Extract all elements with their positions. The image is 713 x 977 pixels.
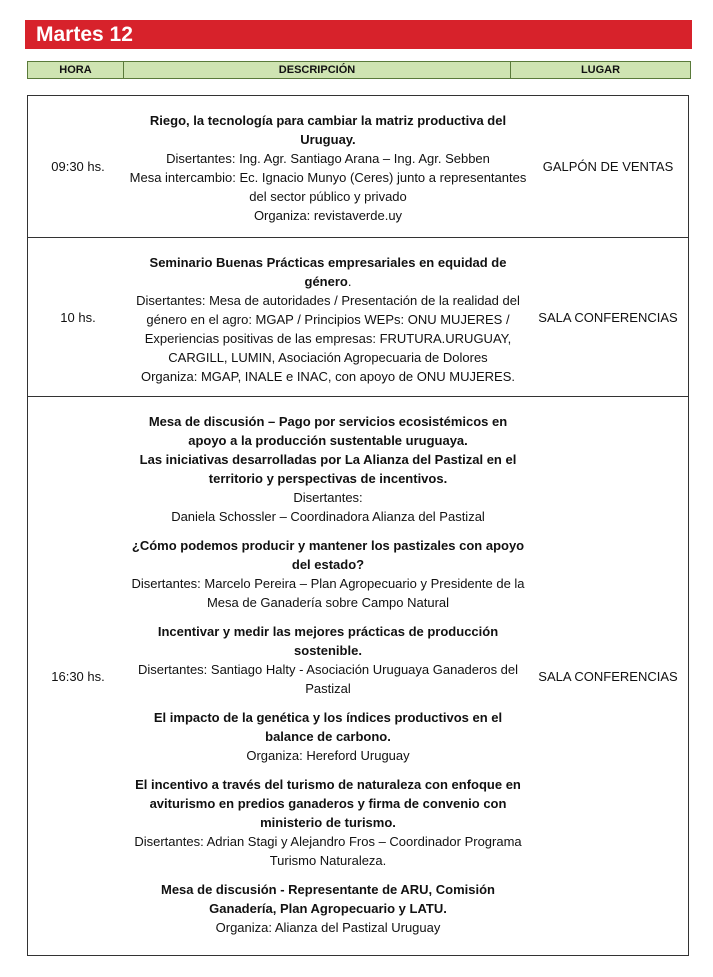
day-banner	[25, 20, 692, 49]
event-block	[128, 412, 528, 526]
event-line: Disertantes: Santiago Halty - Asociación Uruguaya Ganaderos del Pastizal	[137, 662, 519, 696]
event-title: ¿Cómo podemos producir y mantener los pastizales con apoyo del estado?	[131, 538, 525, 572]
row-time: 16:30 hs.	[51, 668, 105, 684]
event-title: Incentivar y medir las mejores prácticas de producción sostenible.	[157, 624, 499, 658]
event-block	[128, 775, 528, 870]
event-line: Disertantes: Ing. Agr. Santiago Arana – Ing. Agr. Sebben	[166, 151, 490, 166]
schedule-row	[28, 96, 688, 238]
event-line: Mesa intercambio: Ec. Ignacio Munyo (Ceres) junto a representantes del sector público y privado	[129, 170, 527, 204]
event-title-suffix: .	[347, 274, 352, 289]
event-line: Organiza: Hereford Uruguay	[246, 748, 410, 763]
schedule-row	[28, 397, 688, 955]
row-place: SALA CONFERENCIAS	[538, 668, 678, 684]
event-line: Organiza: revistaverde.uy	[253, 208, 403, 223]
day-title: Martes 12	[36, 23, 133, 46]
event-line: Organiza: MGAP, INALE e INAC, con apoyo de ONU MUJERES.	[140, 369, 516, 384]
row-place: GALPÓN DE VENTAS	[542, 159, 674, 174]
event-title: Riego, la tecnología para cambiar la matriz productiva del Uruguay.	[149, 113, 507, 147]
event-title: Mesa de discusión - Representante de ARU, Comisión Ganadería, Plan Agropecuario y LATU.	[161, 882, 495, 916]
row-description	[128, 238, 528, 396]
event-subtitle: Las iniciativas desarrolladas por La Alianza del Pastizal en el territorio y perspectivas de incentivos.	[139, 452, 517, 486]
table-header	[27, 61, 691, 79]
row-description	[128, 96, 528, 237]
event-line: Daniela Schossler – Coordinadora Alianza del Pastizal	[171, 509, 485, 524]
event-line: Disertantes: Mesa de autoridades / Presentación de la realidad del género en el agro: MGAP / Principios WEPs: ONU MUJERES / Experiencias positivas de las empresas: FRUTURA.URUGUAY, CARGILL, LUMIN, Asociación Agropecuaria de Dolores	[136, 293, 520, 365]
header-lugar: LUGAR	[580, 64, 621, 76]
event-block	[128, 880, 528, 937]
row-time: 09:30 hs.	[51, 159, 105, 174]
event-line: Disertantes: Marcelo Pereira – Plan Agropecuario y Presidente de la Mesa de Ganadería sobre Campo Natural	[131, 576, 525, 610]
event-title: Mesa de discusión – Pago por servicios ecosistémicos en apoyo a la producción sustentable uruguaya.	[148, 414, 508, 448]
header-hora: HORA	[28, 62, 124, 78]
row-time: 10 hs.	[60, 309, 96, 325]
event-line: Disertantes:	[293, 490, 363, 505]
event-line: Organiza: Alianza del Pastizal Uruguay	[215, 920, 441, 935]
schedule-table	[27, 95, 689, 956]
event-line: Disertantes: Adrian Stagi y Alejandro Fros – Coordinador Programa Turismo Naturaleza.	[134, 834, 522, 868]
event-block	[128, 622, 528, 698]
event-block	[128, 536, 528, 612]
event-title: El incentivo a través del turismo de naturaleza con enfoque en aviturismo en predios ganaderos y firma de convenio con ministerio de turismo.	[135, 777, 521, 830]
event-block	[128, 708, 528, 765]
header-descripcion: DESCRIPCIÓN	[124, 62, 511, 78]
row-description	[128, 397, 528, 955]
event-title: Seminario Buenas Prácticas empresariales en equidad de género	[149, 255, 507, 289]
schedule-row	[28, 238, 688, 397]
event-title: El impacto de la genética y los índices productivos en el balance de carbono.	[153, 710, 503, 744]
row-place: SALA CONFERENCIAS	[538, 309, 678, 325]
